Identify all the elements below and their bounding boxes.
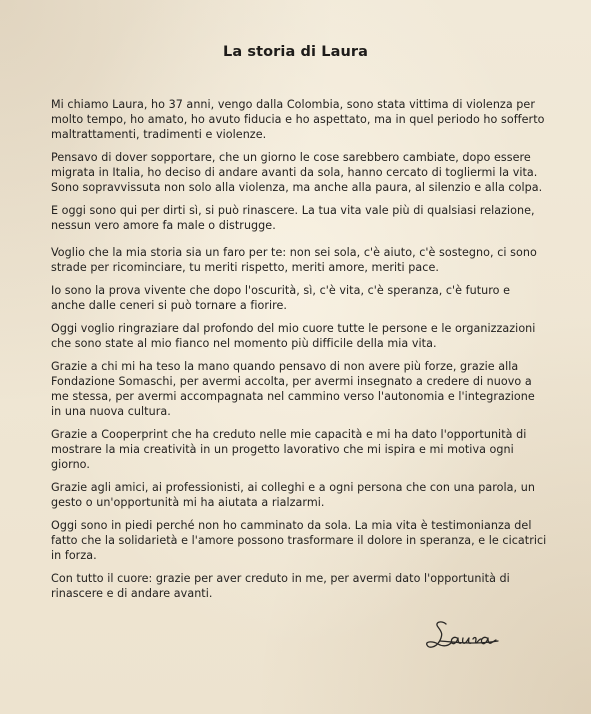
paragraph: Mi chiamo Laura, ho 37 anni, vengo dalla Colombia, sono stata vittima di violenza per molto tempo, ho amato, ho avuto fiducia e ho aspettato, ma in quel periodo ho sofferto maltrattamenti, tradimenti e violenze.: [51, 98, 545, 141]
document-title: La storia di Laura: [222, 44, 369, 60]
paragraph: Grazie a Cooperprint che ha creduto nelle mie capacità e mi ha dato l'opportunità di mostrare la mia creatività in un progetto lavorativo che mi ispira e mi motiva ogni giorno.: [51, 428, 527, 471]
paragraph: Oggi voglio ringraziare dal profondo del mio cuore tutte le persone e le organizzazioni che sono state al mio fianco nel momento più difficile della mia vita.: [51, 322, 536, 350]
paragraph: Con tutto il cuore: grazie per aver creduto in me, per avermi dato l'opportunità di rinascere e di andare avanti.: [51, 572, 510, 600]
paragraph: Voglio che la mia storia sia un faro per te: non sei sola, c'è aiuto, c'è sostegno, ci sono strade per ricominciare, tu meriti rispetto, meriti amore, meriti pace.: [51, 246, 537, 274]
paragraph: Oggi sono in piedi perché non ho camminato da sola. La mia vita è testimonianza del fatto che la solidarietà e l'amore possono trasformare il dolore in speranza, e le cicatrici in forza.: [51, 519, 547, 562]
paragraph: Io sono la prova vivente che dopo l'oscurità, sì, c'è vita, c'è speranza, c'è futuro e anche dalle ceneri si può tornare a fiorire.: [51, 284, 511, 312]
paragraph: Grazie agli amici, ai professionisti, ai colleghi e a ogni persona che con una parola, un gesto o un'opportunità mi ha aiutata a rialzarmi.: [51, 481, 535, 509]
paragraph: Grazie a chi mi ha teso la mano quando pensavo di non avere più forze, grazie alla Fondazione Somaschi, per avermi accolta, per avermi insegnato a credere di nuovo a me stessa, per avermi accompagnata nel cammino verso l'autonomia e l'integrazione in una nuova cultura.: [51, 360, 535, 418]
paragraph: E oggi sono qui per dirti sì, si può rinascere. La tua vita vale più di qualsiasi relazione, nessun vero amore fa male o distrugge.: [51, 204, 535, 232]
paragraph: Pensavo di dover sopportare, che un giorno le cose sarebbero cambiate, dopo essere migrata in Italia, ho deciso di andare avanti da sola, hanno cercato di togliermi la vita. Sono sopravvissuta non solo alla violenza, ma anche alla paura, al silenzio e alla colpa.: [51, 151, 543, 194]
document-body: [51, 97, 547, 609]
handwritten-signature: [424, 612, 514, 656]
